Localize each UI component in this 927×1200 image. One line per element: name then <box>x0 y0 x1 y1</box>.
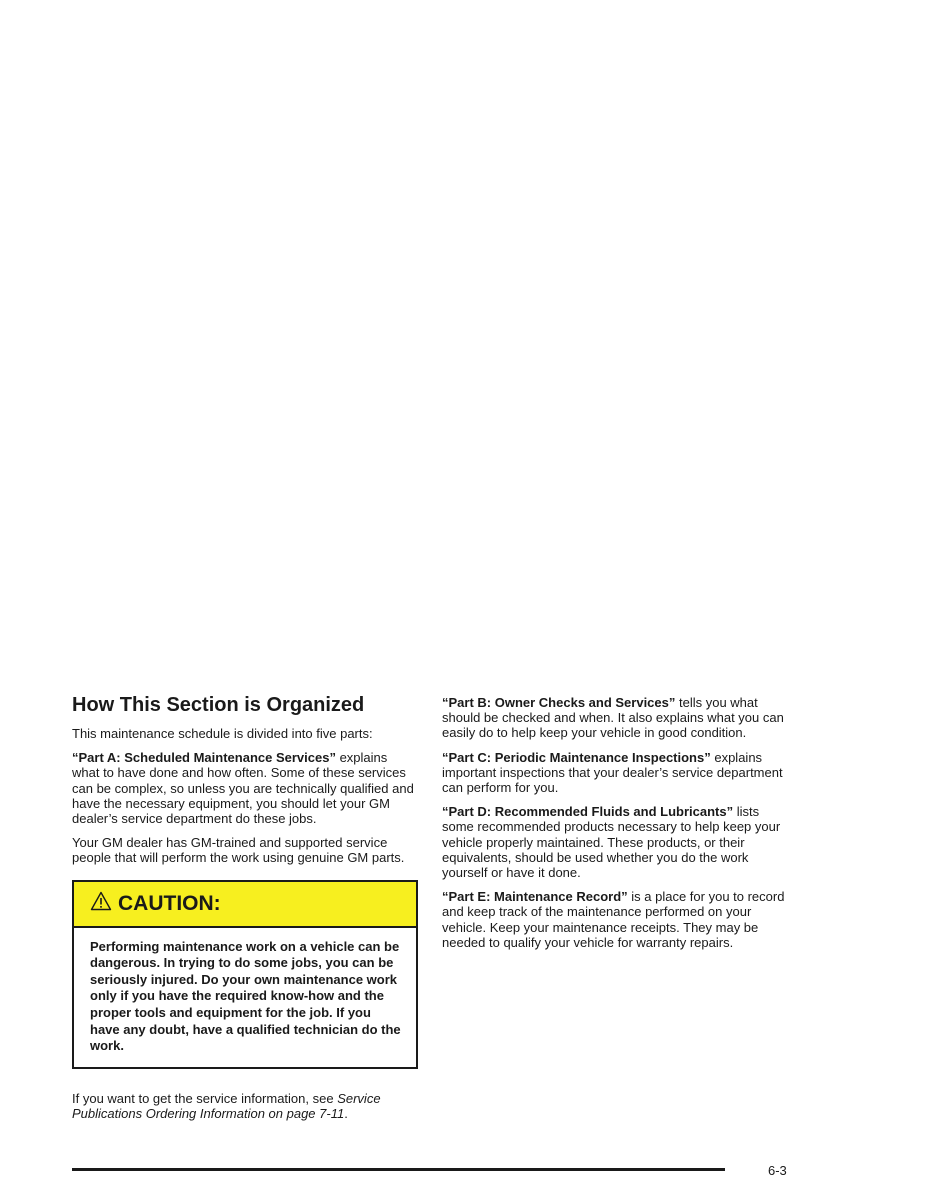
part-d-label: “Part D: Recommended Fluids and Lubricants” <box>442 804 734 820</box>
warning-triangle-icon <box>90 891 112 916</box>
part-b-text: tells you what should be checked and when. It also explains what you can easily do to help keep your vehicle in good condition. <box>442 695 784 741</box>
caution-box <box>72 880 418 1069</box>
part-d-text: lists some recommended products necessary to help keep your vehicle properly maintained. These products, or their equivalents, should be used whether you do the work yourself or have it done. <box>442 804 781 881</box>
dealer-note-paragraph: Your GM dealer has GM-trained and supported service people that will perform the work using genuine GM parts. <box>72 835 405 866</box>
part-e-text: is a place for you to record and keep track of the maintenance performed on your vehicle. Keep your maintenance receipts. They may be needed to qualify your vehicle for warranty repairs. <box>442 889 785 950</box>
part-c-label: “Part C: Periodic Maintenance Inspections” <box>442 749 711 765</box>
caution-header <box>74 882 416 928</box>
page-number: 6-3 <box>768 1163 787 1178</box>
part-c-paragraph <box>442 750 792 796</box>
part-c-text: explains important inspections that your dealer’s service department can perform for you. <box>442 749 783 796</box>
part-e-label: “Part E: Maintenance Record” <box>442 889 628 905</box>
service-info-text: If you want to get the service information, see <box>72 1090 338 1106</box>
right-column <box>442 695 792 959</box>
caution-body: Performing maintenance work on a vehicle can be dangerous. In trying to do some jobs, you can be seriously injured. Do your own maintenance work only if you have the required know-how and the proper tools and equipment for the job. If you have any doubt, have a qualified technician do the work. <box>90 938 401 1054</box>
caution-title: CAUTION: <box>118 891 221 915</box>
section-heading: How This Section is Organized <box>72 694 365 716</box>
part-b-label: “Part B: Owner Checks and Services” <box>442 695 676 710</box>
part-a-paragraph <box>72 750 418 826</box>
part-a-label: “Part A: Scheduled Maintenance Services” <box>72 750 336 766</box>
service-info-paragraph <box>72 1091 418 1121</box>
service-info-end: . <box>344 1105 348 1121</box>
intro-paragraph: This maintenance schedule is divided into five parts: <box>72 726 373 741</box>
footer-rule <box>72 1168 725 1171</box>
part-d-paragraph <box>442 804 792 880</box>
part-e-paragraph <box>442 889 792 950</box>
part-a-text: explains what to have done and how often. Some of these services can be complex, so unless you are technically qualified and have the necessary equipment, you should let your GM dealer’s service department do these jobs. <box>72 750 414 827</box>
part-b-paragraph <box>442 695 792 741</box>
left-column <box>72 693 418 1130</box>
service-info-reference: Service Publications Ordering Information on page 7-11 <box>72 1090 381 1121</box>
